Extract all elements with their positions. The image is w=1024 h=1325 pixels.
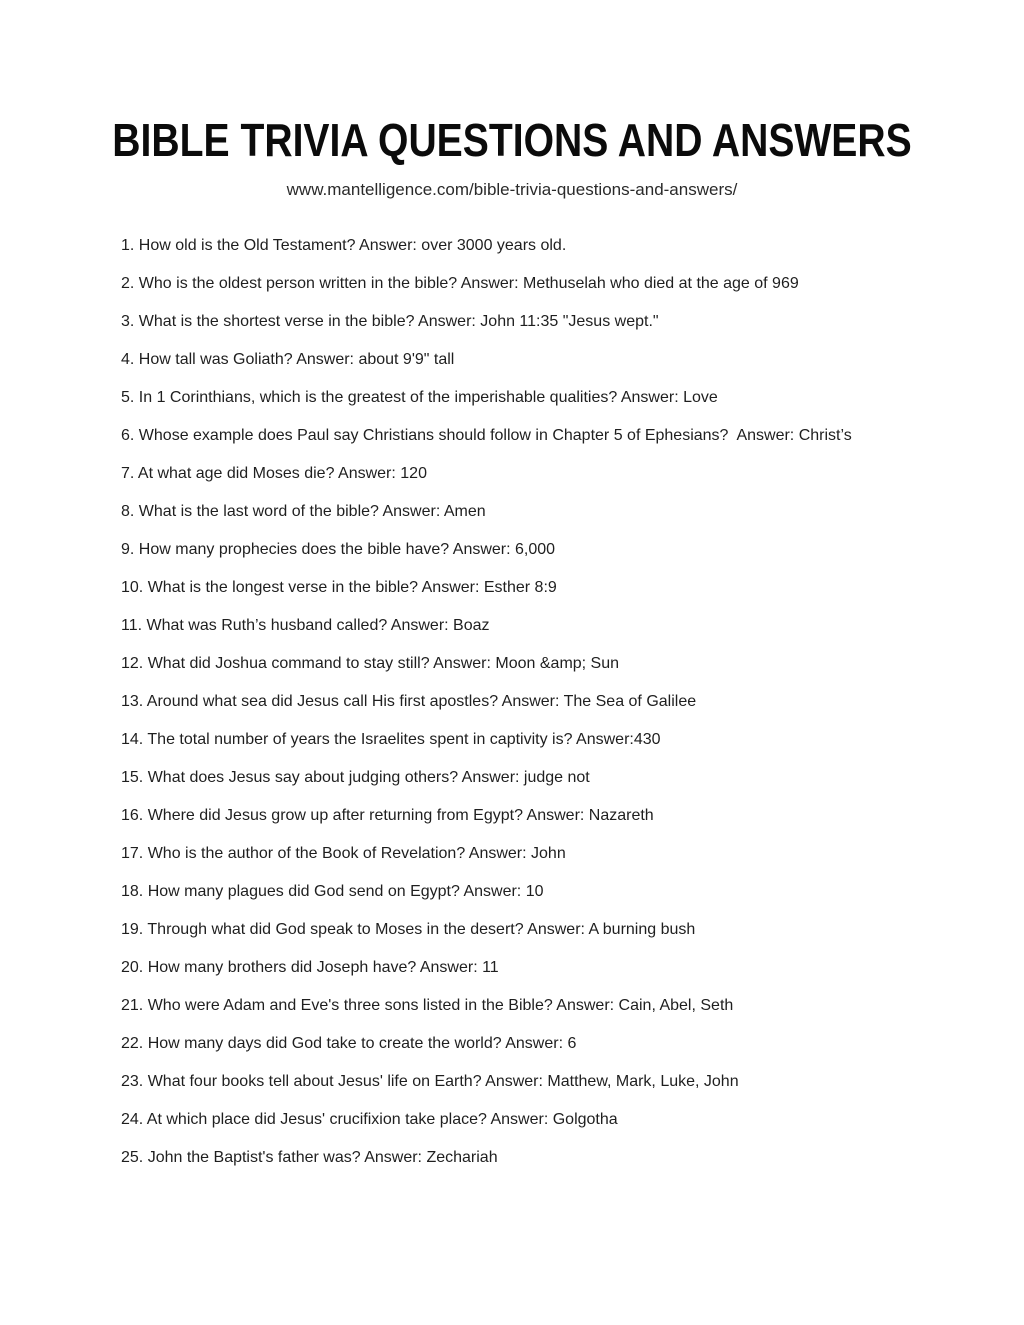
trivia-item: 1. How old is the Old Testament? Answer: over 3000 years old.: [121, 236, 567, 254]
trivia-item: 16. Where did Jesus grow up after returning from Egypt? Answer: Nazareth: [121, 806, 654, 824]
trivia-item: 11. What was Ruth’s husband called? Answer: Boaz: [121, 616, 490, 634]
trivia-item: 21. Who were Adam and Eve's three sons listed in the Bible? Answer: Cain, Abel, Seth: [121, 996, 734, 1014]
trivia-item: 18. How many plagues did God send on Egypt? Answer: 10: [121, 882, 544, 900]
trivia-item: 10. What is the longest verse in the bible? Answer: Esther 8:9: [121, 578, 557, 596]
trivia-item: 3. What is the shortest verse in the bible? Answer: John 11:35 "Jesus wept.": [121, 312, 659, 330]
page-title: BIBLE TRIVIA QUESTIONS AND ANSWERS: [112, 114, 912, 166]
trivia-item: 14. The total number of years the Israelites spent in captivity is? Answer:430: [121, 730, 661, 748]
trivia-list: [121, 236, 934, 1168]
trivia-item: 7. At what age did Moses die? Answer: 120: [121, 464, 427, 482]
trivia-item: 4. How tall was Goliath? Answer: about 9'9" tall: [121, 350, 455, 368]
trivia-item: 17. Who is the author of the Book of Revelation? Answer: John: [121, 844, 566, 862]
source-url: www.mantelligence.com/bible-trivia-questions-and-answers/: [286, 179, 738, 199]
trivia-item: 9. How many prophecies does the bible have? Answer: 6,000: [121, 540, 556, 558]
trivia-item: 22. How many days did God take to create the world? Answer: 6: [121, 1034, 577, 1052]
trivia-item: 20. How many brothers did Joseph have? Answer: 11: [121, 958, 499, 976]
trivia-item: 5. In 1 Corinthians, which is the greatest of the imperishable qualities? Answer: Love: [121, 388, 718, 406]
trivia-item: 2. Who is the oldest person written in the bible? Answer: Methuselah who died at the age of 969: [121, 274, 799, 292]
trivia-item: 25. John the Baptist's father was? Answer: Zechariah: [121, 1148, 498, 1166]
trivia-item: 13. Around what sea did Jesus call His first apostles? Answer: The Sea of Galilee: [121, 692, 697, 710]
trivia-item: 24. At which place did Jesus' crucifixion take place? Answer: Golgotha: [121, 1110, 618, 1128]
trivia-item: 8. What is the last word of the bible? Answer: Amen: [121, 502, 486, 520]
trivia-item: 6. Whose example does Paul say Christians should follow in Chapter 5 of Ephesians? Answer: Christ’s: [121, 426, 852, 444]
trivia-item: 23. What four books tell about Jesus' life on Earth? Answer: Matthew, Mark, Luke, John: [121, 1072, 739, 1090]
trivia-item: 15. What does Jesus say about judging others? Answer: judge not: [121, 768, 590, 786]
trivia-item: 19. Through what did God speak to Moses in the desert? Answer: A burning bush: [121, 920, 696, 938]
trivia-item: 12. What did Joshua command to stay still? Answer: Moon &amp; Sun: [121, 654, 620, 672]
